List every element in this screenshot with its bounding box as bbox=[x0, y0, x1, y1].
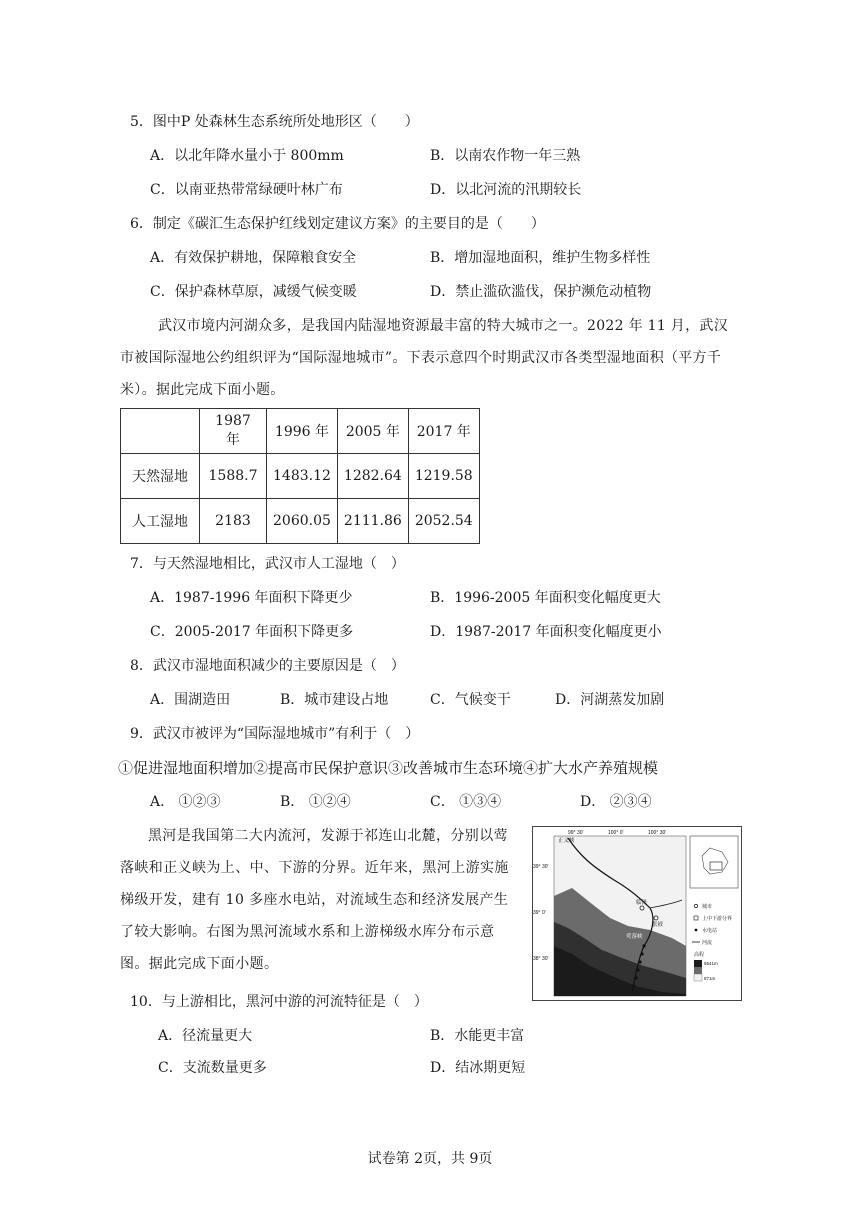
table-header-row bbox=[121, 409, 480, 454]
q8-option-d: D．河湖蒸发加剧 bbox=[555, 692, 665, 708]
heihe-basin-map bbox=[532, 826, 742, 1001]
q6-option-a: A．有效保护耕地，保障粮食安全 bbox=[150, 250, 357, 266]
legend-label: 水电站 bbox=[702, 928, 718, 934]
legend-label: 高程 bbox=[694, 952, 705, 958]
q9-option-a: A． ①②③ bbox=[150, 794, 221, 810]
q7-stem: 7．与天然湿地相比，武汉市人工湿地（ ） bbox=[130, 556, 405, 572]
table-cell: 1588.7 bbox=[200, 454, 267, 499]
table-header-cell: 1996 年 bbox=[267, 409, 338, 454]
table-cell: 1483.12 bbox=[267, 454, 338, 499]
lon-label: 99° 30′ bbox=[568, 830, 584, 836]
lon-label: 100° 30′ bbox=[648, 830, 667, 836]
q10-option-a: A．径流量更大 bbox=[158, 1028, 253, 1044]
q10-option-d: D．结冰期更短 bbox=[430, 1060, 526, 1076]
q6-option-d: D．禁止滥砍滥伐，保护濒危动植物 bbox=[430, 284, 652, 300]
elevation-high-label: 5541m bbox=[704, 961, 718, 966]
q7-option-c: C．2005-2017 年面积下降更多 bbox=[150, 624, 354, 640]
page-footer: 试卷第 2页，共 9页 bbox=[367, 1151, 493, 1167]
q5-option-d: D．以北河流的汛期较长 bbox=[430, 182, 582, 198]
table-cell: 人工湿地 bbox=[121, 499, 200, 544]
table-cell: 2183 bbox=[200, 499, 267, 544]
table-cell: 1282.64 bbox=[337, 454, 408, 499]
table-cell: 2060.05 bbox=[267, 499, 338, 544]
lat-label: 38° 30′ bbox=[533, 956, 549, 962]
q5-option-a: A．以北年降水量小于 800mm bbox=[150, 148, 344, 164]
q10-stem: 10．与上游相比，黑河中游的河流特征是（ ） bbox=[130, 994, 428, 1010]
table-cell: 1219.58 bbox=[408, 454, 479, 499]
q7-option-d: D．1987-2017 年面积变化幅度更小 bbox=[430, 624, 662, 640]
q7-option-b: B．1996-2005 年面积变化幅度更大 bbox=[430, 590, 661, 606]
q10-option-b: B．水能更丰富 bbox=[430, 1028, 525, 1044]
place-label: 张掖 bbox=[652, 922, 664, 928]
q10-option-c: C．支流数量更多 bbox=[158, 1060, 267, 1076]
legend-label: 城市 bbox=[702, 904, 713, 910]
heihe-map-svg bbox=[532, 826, 742, 1001]
q5-stem: 5．图中P 处森林生态系统所处地形区（ ） bbox=[130, 114, 419, 130]
lat-label: 39° 30′ bbox=[533, 864, 549, 870]
q9-option-b: B． ①②④ bbox=[280, 794, 351, 810]
q8-option-b: B．城市建设占地 bbox=[280, 692, 389, 708]
table-cell: 天然湿地 bbox=[121, 454, 200, 499]
legend-label: 上中下游分界 bbox=[702, 916, 733, 922]
table-row bbox=[121, 454, 480, 499]
place-label: 莺落峡 bbox=[626, 934, 643, 940]
q9-option-c: C． ①③④ bbox=[430, 794, 502, 810]
passage-heihe: 黑河是我国第二大内流河，发源于祁连山北麓，分别以莺落峡和正义峡为上、中、下游的分界。近年来，黑河上游实施梯级开发，建有 10 多座水电站，对流域生态和经济发展产生了较大影响。右图为黑河流域水系和上游梯级水库分布示意图。据此完成下面小题。 bbox=[120, 828, 509, 972]
table-header-cell: 2017 年 bbox=[408, 409, 479, 454]
q6-stem: 6．制定《碳汇生态保护红线划定建议方案》的主要目的是（ ） bbox=[130, 216, 545, 232]
table-cell: 2111.86 bbox=[337, 499, 408, 544]
q8-stem: 8．武汉市湿地面积减少的主要原因是（ ） bbox=[130, 658, 405, 674]
table-cell: 2052.54 bbox=[408, 499, 479, 544]
q5-option-b: B．以南农作物一年三熟 bbox=[430, 148, 581, 164]
q8-option-c: C．气候变干 bbox=[430, 692, 511, 708]
legend-label: 河流 bbox=[702, 940, 713, 946]
q8-option-a: A．围湖造田 bbox=[150, 692, 231, 708]
table-row bbox=[121, 499, 480, 544]
place-label: 临泽 bbox=[636, 900, 648, 906]
place-label: 正义峡 bbox=[558, 838, 575, 844]
q9-statements: ①促进湿地面积增加②提高市民保护意识③改善城市生态环境④扩大水产养殖规模 bbox=[118, 759, 659, 777]
q6-option-c: C．保护森林草原，减缓气候变暖 bbox=[150, 284, 357, 300]
passage-wuhan: 武汉市境内河湖众多，是我国内陆湿地资源最丰富的特大城市之一。2022 年 11 月，武汉市被国际湿地公约组织评为“国际湿地城市”。下表示意四个时期武汉市各类型湿地面积（平方千米）。据此完成下面小题。 bbox=[120, 318, 728, 398]
q9-stem: 9．武汉市被评为“国际湿地城市”有利于（ ） bbox=[130, 726, 420, 742]
table-header-cell: 2005 年 bbox=[337, 409, 408, 454]
lon-label: 100° 0′ bbox=[608, 830, 624, 836]
elevation-low-label: 871m bbox=[704, 976, 716, 981]
table-header-cell: 1987 年 bbox=[200, 409, 267, 454]
q7-option-a: A．1987-1996 年面积下降更少 bbox=[150, 590, 353, 606]
q5-option-c: C．以南亚热带常绿硬叶林广布 bbox=[150, 182, 343, 198]
wetland-area-table bbox=[120, 408, 480, 544]
q9-option-d: D． ②③④ bbox=[580, 794, 652, 810]
table-header-cell bbox=[121, 409, 200, 454]
q6-option-b: B．增加湿地面积，维护生物多样性 bbox=[430, 250, 651, 266]
lat-label: 39° 0′ bbox=[533, 910, 546, 916]
